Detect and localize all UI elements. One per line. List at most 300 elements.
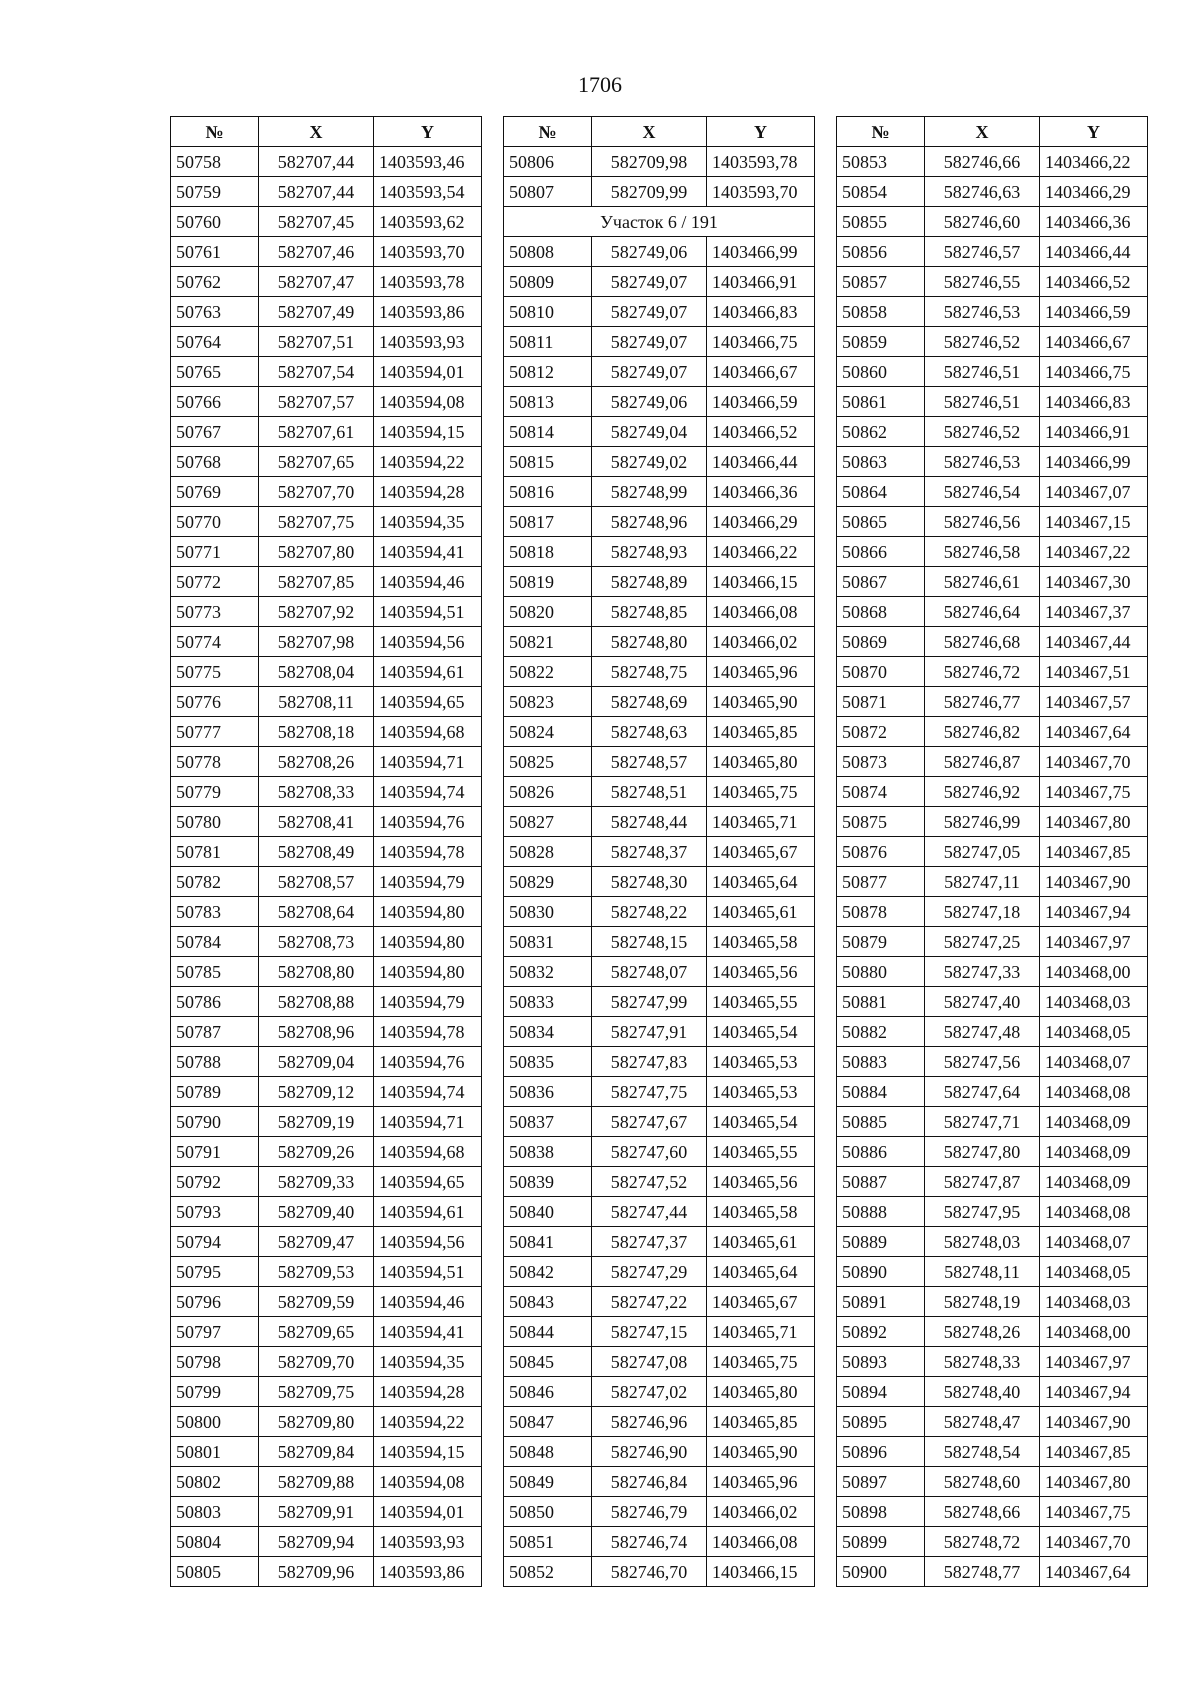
x-coordinate-cell: 582707,80 <box>259 537 374 567</box>
y-coordinate-cell: 1403465,55 <box>707 987 815 1017</box>
header-y: Y <box>1040 117 1148 147</box>
x-coordinate-cell: 582748,77 <box>925 1557 1040 1587</box>
point-number-cell: 50778 <box>171 747 259 777</box>
point-number-cell: 50762 <box>171 267 259 297</box>
header-x: X <box>592 117 707 147</box>
point-number-cell: 50876 <box>837 837 925 867</box>
coordinates-table-2 <box>503 116 815 1587</box>
y-coordinate-cell: 1403594,80 <box>374 957 482 987</box>
header-y: Y <box>707 117 815 147</box>
y-coordinate-cell: 1403465,80 <box>707 1377 815 1407</box>
point-number-cell: 50824 <box>504 717 592 747</box>
y-coordinate-cell: 1403466,99 <box>1040 447 1148 477</box>
point-number-cell: 50816 <box>504 477 592 507</box>
y-coordinate-cell: 1403593,46 <box>374 147 482 177</box>
section-row <box>504 207 815 237</box>
x-coordinate-cell: 582746,72 <box>925 657 1040 687</box>
y-coordinate-cell: 1403594,56 <box>374 1227 482 1257</box>
table-row <box>504 747 815 777</box>
point-number-cell: 50893 <box>837 1347 925 1377</box>
point-number-cell: 50781 <box>171 837 259 867</box>
x-coordinate-cell: 582746,79 <box>592 1497 707 1527</box>
point-number-cell: 50861 <box>837 387 925 417</box>
x-coordinate-cell: 582749,07 <box>592 297 707 327</box>
y-coordinate-cell: 1403465,75 <box>707 777 815 807</box>
point-number-cell: 50783 <box>171 897 259 927</box>
point-number-cell: 50796 <box>171 1287 259 1317</box>
table-row <box>837 357 1148 387</box>
x-coordinate-cell: 582747,11 <box>925 867 1040 897</box>
point-number-cell: 50838 <box>504 1137 592 1167</box>
point-number-cell: 50826 <box>504 777 592 807</box>
x-coordinate-cell: 582709,75 <box>259 1377 374 1407</box>
x-coordinate-cell: 582747,67 <box>592 1107 707 1137</box>
x-coordinate-cell: 582746,63 <box>925 177 1040 207</box>
table-row <box>171 1107 482 1137</box>
point-number-cell: 50776 <box>171 687 259 717</box>
point-number-cell: 50825 <box>504 747 592 777</box>
y-coordinate-cell: 1403467,64 <box>1040 717 1148 747</box>
x-coordinate-cell: 582747,08 <box>592 1347 707 1377</box>
table-row <box>504 1047 815 1077</box>
point-number-cell: 50758 <box>171 147 259 177</box>
x-coordinate-cell: 582747,71 <box>925 1107 1040 1137</box>
x-coordinate-cell: 582747,75 <box>592 1077 707 1107</box>
table-row <box>504 1287 815 1317</box>
table-row <box>504 837 815 867</box>
x-coordinate-cell: 582709,12 <box>259 1077 374 1107</box>
table-row <box>837 1077 1148 1107</box>
y-coordinate-cell: 1403466,52 <box>707 417 815 447</box>
y-coordinate-cell: 1403467,64 <box>1040 1557 1148 1587</box>
point-number-cell: 50810 <box>504 297 592 327</box>
x-coordinate-cell: 582707,70 <box>259 477 374 507</box>
x-coordinate-cell: 582746,68 <box>925 627 1040 657</box>
header-y: Y <box>374 117 482 147</box>
table-row <box>171 717 482 747</box>
y-coordinate-cell: 1403594,51 <box>374 1257 482 1287</box>
table-row <box>171 1137 482 1167</box>
point-number-cell: 50815 <box>504 447 592 477</box>
point-number-cell: 50894 <box>837 1377 925 1407</box>
table-row <box>504 717 815 747</box>
table-row <box>504 267 815 297</box>
point-number-cell: 50897 <box>837 1467 925 1497</box>
x-coordinate-cell: 582749,04 <box>592 417 707 447</box>
table-row <box>837 507 1148 537</box>
x-coordinate-cell: 582709,26 <box>259 1137 374 1167</box>
x-coordinate-cell: 582707,44 <box>259 177 374 207</box>
point-number-cell: 50883 <box>837 1047 925 1077</box>
y-coordinate-cell: 1403466,59 <box>707 387 815 417</box>
x-coordinate-cell: 582746,64 <box>925 597 1040 627</box>
y-coordinate-cell: 1403465,61 <box>707 1227 815 1257</box>
x-coordinate-cell: 582748,93 <box>592 537 707 567</box>
table-row <box>171 807 482 837</box>
point-number-cell: 50850 <box>504 1497 592 1527</box>
y-coordinate-cell: 1403466,08 <box>707 1527 815 1557</box>
y-coordinate-cell: 1403466,75 <box>707 327 815 357</box>
table-row <box>837 597 1148 627</box>
point-number-cell: 50841 <box>504 1227 592 1257</box>
table-row <box>171 1407 482 1437</box>
point-number-cell: 50854 <box>837 177 925 207</box>
table-row <box>504 1017 815 1047</box>
y-coordinate-cell: 1403593,93 <box>374 327 482 357</box>
y-coordinate-cell: 1403465,53 <box>707 1047 815 1077</box>
table-row <box>837 1497 1148 1527</box>
x-coordinate-cell: 582707,45 <box>259 207 374 237</box>
y-coordinate-cell: 1403466,83 <box>1040 387 1148 417</box>
point-number-cell: 50766 <box>171 387 259 417</box>
y-coordinate-cell: 1403466,15 <box>707 1557 815 1587</box>
x-coordinate-cell: 582748,37 <box>592 837 707 867</box>
point-number-cell: 50785 <box>171 957 259 987</box>
header-number: № <box>504 117 592 147</box>
x-coordinate-cell: 582748,19 <box>925 1287 1040 1317</box>
x-coordinate-cell: 582709,70 <box>259 1347 374 1377</box>
point-number-cell: 50832 <box>504 957 592 987</box>
point-number-cell: 50788 <box>171 1047 259 1077</box>
point-number-cell: 50887 <box>837 1167 925 1197</box>
table-row <box>171 927 482 957</box>
table-row <box>504 297 815 327</box>
x-coordinate-cell: 582746,96 <box>592 1407 707 1437</box>
x-coordinate-cell: 582709,33 <box>259 1167 374 1197</box>
point-number-cell: 50891 <box>837 1287 925 1317</box>
y-coordinate-cell: 1403465,58 <box>707 927 815 957</box>
x-coordinate-cell: 582709,80 <box>259 1407 374 1437</box>
point-number-cell: 50808 <box>504 237 592 267</box>
table-row <box>837 1407 1148 1437</box>
x-coordinate-cell: 582746,54 <box>925 477 1040 507</box>
header-number: № <box>837 117 925 147</box>
y-coordinate-cell: 1403468,07 <box>1040 1227 1148 1257</box>
point-number-cell: 50819 <box>504 567 592 597</box>
x-coordinate-cell: 582748,15 <box>592 927 707 957</box>
table-row <box>837 1257 1148 1287</box>
point-number-cell: 50818 <box>504 537 592 567</box>
table-row <box>837 1437 1148 1467</box>
y-coordinate-cell: 1403468,05 <box>1040 1257 1148 1287</box>
table-row <box>171 1347 482 1377</box>
y-coordinate-cell: 1403594,46 <box>374 1287 482 1317</box>
x-coordinate-cell: 582746,77 <box>925 687 1040 717</box>
point-number-cell: 50889 <box>837 1227 925 1257</box>
point-number-cell: 50803 <box>171 1497 259 1527</box>
table-row <box>504 1197 815 1227</box>
point-number-cell: 50868 <box>837 597 925 627</box>
y-coordinate-cell: 1403468,07 <box>1040 1047 1148 1077</box>
y-coordinate-cell: 1403466,22 <box>1040 147 1148 177</box>
point-number-cell: 50822 <box>504 657 592 687</box>
x-coordinate-cell: 582708,73 <box>259 927 374 957</box>
point-number-cell: 50830 <box>504 897 592 927</box>
y-coordinate-cell: 1403593,86 <box>374 297 482 327</box>
x-coordinate-cell: 582746,66 <box>925 147 1040 177</box>
y-coordinate-cell: 1403594,41 <box>374 1317 482 1347</box>
table-row <box>504 1497 815 1527</box>
y-coordinate-cell: 1403468,09 <box>1040 1107 1148 1137</box>
x-coordinate-cell: 582748,54 <box>925 1437 1040 1467</box>
table-row <box>504 957 815 987</box>
table-row <box>171 507 482 537</box>
point-number-cell: 50839 <box>504 1167 592 1197</box>
table-row <box>837 627 1148 657</box>
point-number-cell: 50770 <box>171 507 259 537</box>
point-number-cell: 50784 <box>171 927 259 957</box>
x-coordinate-cell: 582746,53 <box>925 297 1040 327</box>
table-row <box>171 1467 482 1497</box>
table-row <box>837 867 1148 897</box>
point-number-cell: 50878 <box>837 897 925 927</box>
y-coordinate-cell: 1403467,37 <box>1040 597 1148 627</box>
point-number-cell: 50834 <box>504 1017 592 1047</box>
y-coordinate-cell: 1403466,44 <box>707 447 815 477</box>
y-coordinate-cell: 1403468,09 <box>1040 1167 1148 1197</box>
table-row <box>504 447 815 477</box>
point-number-cell: 50858 <box>837 297 925 327</box>
x-coordinate-cell: 582748,11 <box>925 1257 1040 1287</box>
point-number-cell: 50804 <box>171 1527 259 1557</box>
point-number-cell: 50786 <box>171 987 259 1017</box>
point-number-cell: 50853 <box>837 147 925 177</box>
point-number-cell: 50771 <box>171 537 259 567</box>
point-number-cell: 50806 <box>504 147 592 177</box>
table-row <box>171 597 482 627</box>
x-coordinate-cell: 582709,04 <box>259 1047 374 1077</box>
y-coordinate-cell: 1403465,67 <box>707 1287 815 1317</box>
y-coordinate-cell: 1403465,90 <box>707 1437 815 1467</box>
table-row <box>171 1497 482 1527</box>
x-coordinate-cell: 582747,22 <box>592 1287 707 1317</box>
point-number-cell: 50852 <box>504 1557 592 1587</box>
x-coordinate-cell: 582748,89 <box>592 567 707 597</box>
point-number-cell: 50882 <box>837 1017 925 1047</box>
table-row <box>837 927 1148 957</box>
point-number-cell: 50899 <box>837 1527 925 1557</box>
table-row <box>504 1227 815 1257</box>
point-number-cell: 50820 <box>504 597 592 627</box>
point-number-cell: 50773 <box>171 597 259 627</box>
y-coordinate-cell: 1403468,03 <box>1040 987 1148 1017</box>
x-coordinate-cell: 582709,94 <box>259 1527 374 1557</box>
y-coordinate-cell: 1403594,61 <box>374 657 482 687</box>
x-coordinate-cell: 582747,64 <box>925 1077 1040 1107</box>
table-row <box>504 927 815 957</box>
point-number-cell: 50795 <box>171 1257 259 1287</box>
point-number-cell: 50866 <box>837 537 925 567</box>
y-coordinate-cell: 1403465,53 <box>707 1077 815 1107</box>
point-number-cell: 50880 <box>837 957 925 987</box>
point-number-cell: 50890 <box>837 1257 925 1287</box>
x-coordinate-cell: 582747,33 <box>925 957 1040 987</box>
point-number-cell: 50759 <box>171 177 259 207</box>
point-number-cell: 50900 <box>837 1557 925 1587</box>
y-coordinate-cell: 1403593,93 <box>374 1527 482 1557</box>
point-number-cell: 50793 <box>171 1197 259 1227</box>
coordinates-table-1 <box>170 116 482 1587</box>
table-row <box>837 897 1148 927</box>
x-coordinate-cell: 582746,74 <box>592 1527 707 1557</box>
x-coordinate-cell: 582746,52 <box>925 417 1040 447</box>
table-row <box>504 987 815 1017</box>
y-coordinate-cell: 1403467,75 <box>1040 777 1148 807</box>
point-number-cell: 50836 <box>504 1077 592 1107</box>
y-coordinate-cell: 1403466,67 <box>707 357 815 387</box>
y-coordinate-cell: 1403594,28 <box>374 1377 482 1407</box>
table-row <box>171 987 482 1017</box>
x-coordinate-cell: 582708,18 <box>259 717 374 747</box>
table-row <box>171 1017 482 1047</box>
x-coordinate-cell: 582708,88 <box>259 987 374 1017</box>
point-number-cell: 50869 <box>837 627 925 657</box>
x-coordinate-cell: 582747,83 <box>592 1047 707 1077</box>
y-coordinate-cell: 1403465,96 <box>707 1467 815 1497</box>
point-number-cell: 50855 <box>837 207 925 237</box>
x-coordinate-cell: 582747,56 <box>925 1047 1040 1077</box>
table-row <box>504 537 815 567</box>
x-coordinate-cell: 582747,91 <box>592 1017 707 1047</box>
point-number-cell: 50845 <box>504 1347 592 1377</box>
y-coordinate-cell: 1403594,46 <box>374 567 482 597</box>
y-coordinate-cell: 1403467,75 <box>1040 1497 1148 1527</box>
y-coordinate-cell: 1403467,70 <box>1040 747 1148 777</box>
y-coordinate-cell: 1403594,22 <box>374 1407 482 1437</box>
point-number-cell: 50790 <box>171 1107 259 1137</box>
x-coordinate-cell: 582746,60 <box>925 207 1040 237</box>
y-coordinate-cell: 1403466,29 <box>1040 177 1148 207</box>
table-row <box>171 297 482 327</box>
y-coordinate-cell: 1403466,91 <box>1040 417 1148 447</box>
point-number-cell: 50870 <box>837 657 925 687</box>
x-coordinate-cell: 582746,51 <box>925 357 1040 387</box>
y-coordinate-cell: 1403467,94 <box>1040 897 1148 927</box>
point-number-cell: 50881 <box>837 987 925 1017</box>
point-number-cell: 50797 <box>171 1317 259 1347</box>
point-number-cell: 50772 <box>171 567 259 597</box>
table-row <box>504 327 815 357</box>
y-coordinate-cell: 1403465,64 <box>707 867 815 897</box>
x-coordinate-cell: 582708,26 <box>259 747 374 777</box>
x-coordinate-cell: 582746,52 <box>925 327 1040 357</box>
x-coordinate-cell: 582708,33 <box>259 777 374 807</box>
y-coordinate-cell: 1403467,30 <box>1040 567 1148 597</box>
table-row <box>837 1047 1148 1077</box>
table-row <box>171 1197 482 1227</box>
table-row <box>837 1137 1148 1167</box>
point-number-cell: 50843 <box>504 1287 592 1317</box>
table-row <box>171 567 482 597</box>
point-number-cell: 50837 <box>504 1107 592 1137</box>
y-coordinate-cell: 1403468,05 <box>1040 1017 1148 1047</box>
table-row <box>171 177 482 207</box>
table-row <box>504 1467 815 1497</box>
y-coordinate-cell: 1403465,75 <box>707 1347 815 1377</box>
x-coordinate-cell: 582749,06 <box>592 237 707 267</box>
point-number-cell: 50835 <box>504 1047 592 1077</box>
y-coordinate-cell: 1403594,68 <box>374 1137 482 1167</box>
y-coordinate-cell: 1403594,56 <box>374 627 482 657</box>
table-row <box>837 1527 1148 1557</box>
y-coordinate-cell: 1403593,78 <box>374 267 482 297</box>
y-coordinate-cell: 1403468,00 <box>1040 957 1148 987</box>
x-coordinate-cell: 582707,75 <box>259 507 374 537</box>
y-coordinate-cell: 1403466,59 <box>1040 297 1148 327</box>
table-row <box>837 657 1148 687</box>
point-number-cell: 50879 <box>837 927 925 957</box>
point-number-cell: 50787 <box>171 1017 259 1047</box>
x-coordinate-cell: 582707,47 <box>259 267 374 297</box>
table-row <box>504 1527 815 1557</box>
coordinates-table-3 <box>836 116 1148 1587</box>
table-row <box>837 1197 1148 1227</box>
x-coordinate-cell: 582709,47 <box>259 1227 374 1257</box>
table-row <box>837 387 1148 417</box>
y-coordinate-cell: 1403467,80 <box>1040 807 1148 837</box>
point-number-cell: 50877 <box>837 867 925 897</box>
y-coordinate-cell: 1403594,79 <box>374 867 482 897</box>
point-number-cell: 50849 <box>504 1467 592 1497</box>
table-header-row <box>504 117 815 147</box>
table-row <box>837 447 1148 477</box>
x-coordinate-cell: 582748,99 <box>592 477 707 507</box>
point-number-cell: 50846 <box>504 1377 592 1407</box>
table-row <box>171 387 482 417</box>
x-coordinate-cell: 582746,70 <box>592 1557 707 1587</box>
x-coordinate-cell: 582707,44 <box>259 147 374 177</box>
y-coordinate-cell: 1403465,58 <box>707 1197 815 1227</box>
point-number-cell: 50823 <box>504 687 592 717</box>
header-x: X <box>259 117 374 147</box>
x-coordinate-cell: 582747,18 <box>925 897 1040 927</box>
point-number-cell: 50764 <box>171 327 259 357</box>
x-coordinate-cell: 582748,63 <box>592 717 707 747</box>
table-row <box>837 1557 1148 1587</box>
x-coordinate-cell: 582748,03 <box>925 1227 1040 1257</box>
table-row <box>171 777 482 807</box>
point-number-cell: 50898 <box>837 1497 925 1527</box>
x-coordinate-cell: 582708,04 <box>259 657 374 687</box>
y-coordinate-cell: 1403594,51 <box>374 597 482 627</box>
table-row <box>837 237 1148 267</box>
x-coordinate-cell: 582748,51 <box>592 777 707 807</box>
point-number-cell: 50859 <box>837 327 925 357</box>
table-row <box>504 777 815 807</box>
point-number-cell: 50864 <box>837 477 925 507</box>
table-row <box>504 1317 815 1347</box>
table-row <box>171 897 482 927</box>
x-coordinate-cell: 582709,40 <box>259 1197 374 1227</box>
table-row <box>837 1167 1148 1197</box>
x-coordinate-cell: 582709,98 <box>592 147 707 177</box>
section-label: Участок 6 / 191 <box>504 207 815 237</box>
table-row <box>504 1137 815 1167</box>
point-number-cell: 50885 <box>837 1107 925 1137</box>
table-row <box>837 747 1148 777</box>
point-number-cell: 50851 <box>504 1527 592 1557</box>
table-row <box>837 717 1148 747</box>
table-row <box>171 237 482 267</box>
y-coordinate-cell: 1403466,67 <box>1040 327 1148 357</box>
table-row <box>837 177 1148 207</box>
table-row <box>837 1017 1148 1047</box>
x-coordinate-cell: 582747,52 <box>592 1167 707 1197</box>
x-coordinate-cell: 582747,99 <box>592 987 707 1017</box>
point-number-cell: 50777 <box>171 717 259 747</box>
y-coordinate-cell: 1403468,09 <box>1040 1137 1148 1167</box>
table-row <box>171 417 482 447</box>
